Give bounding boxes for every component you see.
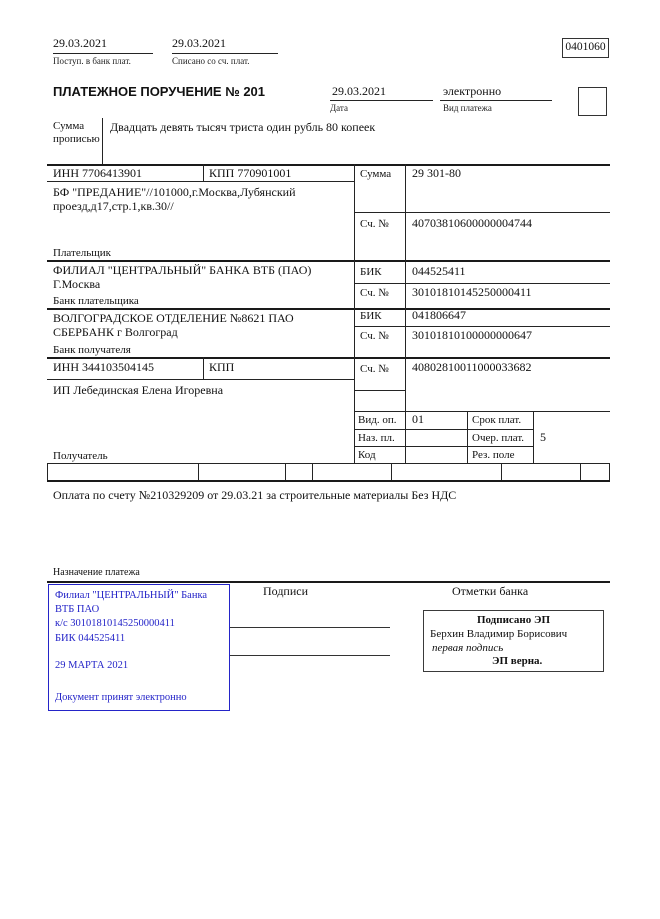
payee-bank-account-label: Сч. № — [360, 330, 389, 342]
payee-account-value: 40802810011000033682 — [412, 360, 532, 374]
bank-stamp-line: БИК 044525411 — [55, 632, 126, 644]
bank-stamp-footer: Документ принят электронно — [55, 691, 187, 703]
amount-label: Сумма — [360, 168, 392, 180]
payer-bank-label: Банк плательщика — [53, 295, 139, 307]
debited-date-underline — [172, 53, 278, 54]
payee-kpp-label: КПП — [209, 360, 235, 374]
esign-box — [423, 610, 604, 672]
table-line — [533, 411, 534, 463]
table-line — [47, 379, 354, 380]
purpose-section-line — [47, 581, 610, 583]
signature-line-1 — [230, 627, 390, 628]
payee-bank-bik-label: БИК — [360, 310, 382, 322]
document-title: ПЛАТЕЖНОЕ ПОРУЧЕНИЕ № 201 — [53, 84, 266, 99]
table-line — [47, 463, 610, 464]
tax-strip-divider — [198, 463, 199, 480]
esign-verified: ЭП верна. — [492, 655, 543, 668]
document-date-underline — [330, 100, 433, 101]
tax-strip-divider — [312, 463, 313, 480]
payee-bank-label: Банк получателя — [53, 344, 131, 356]
table-line — [47, 181, 354, 182]
payer-bank-account-value: 30101810145250000411 — [412, 285, 532, 299]
status-box — [578, 87, 607, 116]
tax-strip-divider — [285, 463, 286, 480]
payee-label: Получатель — [53, 450, 108, 462]
payer-label: Плательщик — [53, 247, 111, 259]
table-line — [405, 164, 406, 463]
payer-account-label: Сч. № — [360, 218, 389, 230]
tax-strip-divider — [609, 463, 610, 480]
table-line — [47, 357, 610, 359]
op-kind-value: 01 — [412, 412, 424, 426]
payer-bank-bik-value: 044525411 — [412, 264, 466, 278]
received-date-underline — [53, 53, 153, 54]
table-line — [354, 390, 405, 391]
reserve-field-label: Рез. поле — [472, 449, 515, 461]
amount-words-divider — [102, 118, 103, 164]
received-date-label: Поступ. в банк плат. — [53, 56, 131, 66]
payment-kind-label: Вид платежа — [443, 103, 492, 113]
payer-bank-bik-label: БИК — [360, 266, 382, 278]
purpose-code-label: Наз. пл. — [358, 432, 395, 444]
form-code-badge: 0401060 — [562, 38, 609, 58]
table-line — [467, 411, 468, 463]
amount-value: 29 301-80 — [412, 166, 461, 180]
op-kind-label: Вид. оп. — [358, 414, 397, 426]
payment-kind-underline — [440, 100, 552, 101]
esign-title: Подписано ЭП — [476, 614, 551, 626]
debited-date: 29.03.2021 — [172, 36, 226, 50]
debited-date-label: Списано со сч. плат. — [172, 56, 250, 66]
table-line — [354, 283, 610, 284]
code-label: Код — [358, 449, 376, 461]
priority-label: Очер. плат. — [472, 432, 525, 444]
table-line — [203, 164, 204, 181]
document-date: 29.03.2021 — [332, 84, 386, 98]
payer-account-value: 40703810600000004744 — [412, 216, 532, 230]
payee-inn: ИНН 344103504145 — [53, 360, 154, 374]
table-line — [354, 326, 610, 327]
payer-inn: ИНН 7706413901 — [53, 166, 142, 180]
due-date-label: Срок плат. — [472, 414, 522, 426]
payee-account-label: Сч. № — [360, 363, 389, 375]
payer-bank-name: ФИЛИАЛ "ЦЕНТРАЛЬНЫЙ" БАНКА ВТБ (ПАО) Г.Москва — [53, 263, 312, 291]
tax-strip-divider — [501, 463, 502, 480]
tax-strip-divider — [47, 463, 48, 480]
table-line — [354, 429, 533, 430]
table-line — [47, 260, 610, 262]
purpose-text: Оплата по счету №210329209 от 29.03.21 за строительные материалы Без НДС — [53, 488, 457, 502]
signature-line-2 — [230, 655, 390, 656]
payee-bank-name: ВОЛГОГРАДСКОЕ ОТДЕЛЕНИЕ №8621 ПАО СБЕРБАНК г Волгоград — [53, 311, 294, 339]
payer-name: БФ "ПРЕДАНИЕ"//101000,г.Москва,Лубянский проезд,д17,стр.1,кв.30// — [53, 185, 296, 213]
payer-bank-account-label: Сч. № — [360, 287, 389, 299]
table-line — [47, 308, 610, 310]
bank-marks-heading: Отметки банка — [452, 584, 529, 598]
signatures-heading: Подписи — [263, 584, 309, 598]
table-line — [47, 480, 610, 482]
bank-stamp-line: ВТБ ПАО — [55, 604, 100, 616]
esign-kind: первая подпись — [432, 641, 504, 654]
payee-name: ИП Лебединская Елена Игоревна — [53, 383, 224, 397]
table-line — [354, 446, 533, 447]
payer-kpp: КПП 770901001 — [209, 166, 292, 180]
payment-kind: электронно — [443, 84, 502, 98]
table-line — [354, 164, 355, 463]
payee-bank-bik-value: 041806647 — [412, 308, 466, 322]
payee-bank-account-value: 30101810100000000647 — [412, 328, 532, 342]
tax-strip-divider — [391, 463, 392, 480]
received-date: 29.03.2021 — [53, 36, 107, 50]
bank-stamp-line: Филиал "ЦЕНТРАЛЬНЫЙ" Банка — [55, 590, 208, 601]
amount-words-value: Двадцать девять тысяч триста один рубль 80 копеек — [110, 120, 376, 134]
esign-name: Берхин Владимир Борисович — [430, 627, 568, 640]
bank-stamp-line: к/с 30101810145250000411 — [55, 618, 175, 630]
document-date-label: Дата — [330, 103, 348, 113]
amount-words-label: Сумма прописью — [53, 120, 100, 146]
table-line — [354, 212, 610, 213]
table-line — [354, 411, 610, 412]
table-line — [203, 357, 204, 379]
bank-stamp — [48, 584, 230, 711]
bank-stamp-date: 29 МАРТА 2021 — [55, 659, 129, 671]
priority-value: 5 — [540, 430, 546, 444]
tax-strip-divider — [580, 463, 581, 480]
purpose-label: Назначение платежа — [53, 567, 140, 578]
